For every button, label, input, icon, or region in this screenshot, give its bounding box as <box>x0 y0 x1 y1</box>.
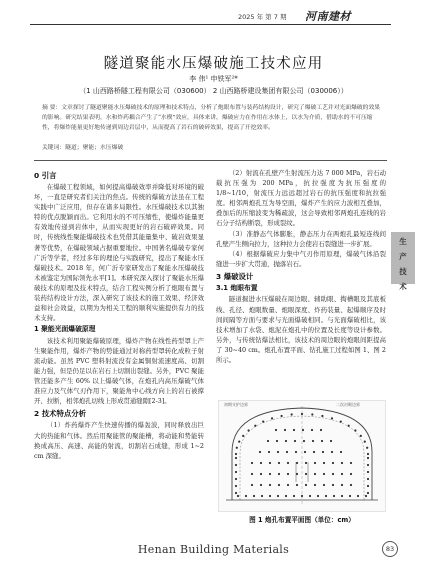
figure-caption: 图 1 炮孔布置平面图（单位：cm） <box>249 516 355 524</box>
blast-hole <box>321 440 323 442</box>
blast-hole <box>271 417 273 419</box>
blast-hole <box>267 440 269 442</box>
blast-hole <box>349 495 351 497</box>
blast-hole <box>245 495 247 497</box>
blast-hole <box>314 473 316 475</box>
blast-hole <box>333 495 335 497</box>
blast-hole <box>367 485 369 487</box>
blast-hole <box>242 435 244 437</box>
section-heading: 0 引言 <box>34 171 57 180</box>
header-rule <box>30 24 391 25</box>
blast-hole <box>332 484 334 486</box>
blast-hole <box>284 429 286 431</box>
blast-hole <box>236 447 238 449</box>
blast-hole <box>309 495 311 497</box>
abstract: 摘 要：文章探讨了隧道聚能水压爆破技术的原理和技术特点，分析了炮眼布置与装药结构设计，研究了爆破工艺并对光面爆破的效果的影响。研究结果表明，水和炸药耦合产生了“水楔”效应，具体来讲，爆破应力在作用在水体上，以水为介质，借助水的不可压缩性，将爆炸能量更好地传递到周边岩层中，从而提高了岩石的破碎效果，提高了开挖效率。 <box>42 105 381 131</box>
page-number: 83 <box>382 541 398 557</box>
blast-hole <box>340 451 342 453</box>
blast-hole <box>322 451 324 453</box>
blast-hole <box>360 435 362 437</box>
blast-hole <box>235 485 237 487</box>
blast-hole <box>317 495 319 497</box>
blast-hole <box>350 484 352 486</box>
blast-hole <box>235 471 237 473</box>
blast-hole <box>235 453 237 455</box>
blast-hole <box>367 492 369 494</box>
blast-hole <box>238 441 240 443</box>
blast-hole <box>278 473 280 475</box>
blast-hole <box>251 462 253 464</box>
blast-hole <box>293 495 295 497</box>
blast-hole <box>286 451 288 453</box>
blast-hole <box>251 484 253 486</box>
blast-hole <box>291 413 293 415</box>
blast-hole <box>331 417 333 419</box>
blast-hole <box>350 473 352 475</box>
blast-hole <box>350 462 352 464</box>
blasthole-layout-figure <box>218 400 386 512</box>
blast-hole <box>260 462 262 464</box>
blast-hole <box>287 484 289 486</box>
blast-hole <box>311 429 313 431</box>
blast-hole <box>331 451 333 453</box>
side-tab-char: 产 <box>399 252 407 261</box>
blast-hole <box>287 473 289 475</box>
blast-hole <box>276 440 278 442</box>
left-column <box>34 168 204 461</box>
blast-hole <box>357 495 359 497</box>
footer-journal-name: Henan Building Materials <box>137 543 290 556</box>
body-paragraph: （4）根据爆破应力集中气刃作用原理，爆破气体沿裂缝进一步扩大贯通，抛落岩石。 <box>216 249 386 268</box>
blast-hole <box>235 464 237 466</box>
blast-hole <box>367 464 369 466</box>
section-heading: 3 爆破设计 <box>216 271 254 281</box>
blast-hole <box>341 495 343 497</box>
blast-hole <box>314 462 316 464</box>
blast-hole <box>305 462 307 464</box>
blasthole-layout-drawing <box>218 400 386 512</box>
blast-hole <box>261 495 263 497</box>
blast-hole <box>295 451 297 453</box>
blast-hole <box>301 495 303 497</box>
body-paragraph: （1）炸药爆炸产生快速传播的爆轰波，同时释放出巨大的热能和气体。然后用聚能管的聚能槽，将动能和势能转换成高压、高速、高能的射流，切割岩石成缝，形成 1~2 cm 深缝。 <box>34 421 204 460</box>
keywords: 关键词：隧道；聚能；水压爆破 <box>42 145 124 151</box>
blast-hole <box>269 473 271 475</box>
body-paragraph: （3）准静态气体膨胀，静态压力在两炮孔最短连线间孔壁产生侧向拉力，这种拉力会使岩石裂缝进一步扩展。 <box>216 229 386 248</box>
blast-hole <box>269 484 271 486</box>
blast-hole <box>281 415 283 417</box>
blast-hole <box>311 413 313 415</box>
article-authors: 李 伟¹ 申铁军²* <box>189 75 238 83</box>
section-heading: 2 技术特点分析 <box>34 409 87 419</box>
blast-hole <box>330 440 332 442</box>
blast-hole <box>367 457 369 459</box>
blast-hole <box>341 484 343 486</box>
blast-hole <box>332 462 334 464</box>
left-note-label: 初期支护边界 <box>224 402 248 407</box>
blast-hole <box>325 495 327 497</box>
blast-hole <box>367 471 369 473</box>
blast-hole <box>278 462 280 464</box>
blast-hole <box>364 441 366 443</box>
blast-hole <box>323 484 325 486</box>
side-tab-char: 术 <box>399 282 407 291</box>
blast-hole <box>269 462 271 464</box>
blast-hole <box>237 495 239 497</box>
blast-hole <box>314 484 316 486</box>
blast-hole <box>262 421 264 423</box>
blast-hole <box>305 473 307 475</box>
blast-hole <box>235 457 237 459</box>
blast-hole <box>354 429 356 431</box>
blast-hole <box>278 484 280 486</box>
section-side-tab <box>391 232 415 291</box>
blast-hole <box>269 495 271 497</box>
issue-number: 2025 年 第 7 期 <box>238 13 287 21</box>
blast-hole <box>287 462 289 464</box>
blast-hole <box>296 484 298 486</box>
blast-hole <box>313 451 315 453</box>
side-tab-char: 技 <box>399 267 407 276</box>
blast-hole <box>235 478 237 480</box>
body-paragraph: （2）射流在孔壁产生射流压力达 7 000 MPa，岩石动载抗压强为 200 MPa，抗拉强度为抗压强度的 1/8~1/10，射流压力远远超过岩石的抗压强度和抗拉强度。相邻两炮孔互为导空面，爆炸产生的应力波相互叠加，叠加后的压缩波变为稀疏波，这会导致相邻两炮孔连线的岩石分子结构断裂，形成裂纹。 <box>216 169 386 228</box>
blast-hole <box>248 429 250 431</box>
right-column <box>216 168 386 365</box>
section-divider <box>34 160 387 161</box>
blast-hole <box>275 429 277 431</box>
blast-hole <box>367 453 369 455</box>
blast-hole <box>340 421 342 423</box>
blast-hole <box>320 429 322 431</box>
blast-hole <box>312 440 314 442</box>
section-heading: 3.1 炮眼布置 <box>216 283 258 292</box>
blast-hole <box>341 473 343 475</box>
blast-hole <box>348 425 350 427</box>
blast-hole <box>293 429 295 431</box>
article-title: 隧道聚能水压爆破施工技术应用 <box>103 56 324 72</box>
blast-hole <box>323 473 325 475</box>
blast-hole <box>304 451 306 453</box>
blast-hole <box>365 495 367 497</box>
section-heading: 1 聚能光面爆破原理 <box>34 325 96 334</box>
blast-hole <box>341 462 343 464</box>
blast-hole <box>285 440 287 442</box>
blast-hole <box>251 473 253 475</box>
body-paragraph: 在爆破工程领域，如何提高爆破效率并降低对环境的破坏，一直是研究者们关注的焦点。传统的爆破方法虽在工程实践中广泛应用，但存在诸多局限性。水压爆破技术以其独特的优点脱颖而出。它利用水的不可压缩性，使爆炸能量更有效地传递到岩体中，从而实现更好的岩石破碎效果。同时，传统线性聚能爆破技术也凭借其能量集中、破岩效果显著等优势，在爆破领域占据重要地位。中国著名爆破专家何广沂等学者，经过多年的理论与实践研究，提出了聚能水压爆破技术。2018 年，何广沂专家研发出了聚能水压爆破技术被鉴定为国际领先水平[1]。本研究深入探讨了聚能水压爆破技术的原理及技术特点，结合工程实例分析了炮眼布置与装药结构设计方法，深入研究了该技术的施工效果、经济效益和社会效益，以期为为相关工程的顺利实施提供有力的技术支持。 <box>34 183 204 323</box>
blast-hole <box>294 440 296 442</box>
blast-hole <box>253 495 255 497</box>
side-tab-char: 生 <box>399 237 407 246</box>
blast-hole <box>277 495 279 497</box>
blast-hole <box>268 451 270 453</box>
blast-hole <box>259 451 261 453</box>
blast-hole <box>260 473 262 475</box>
blast-hole <box>285 495 287 497</box>
blast-hole <box>301 413 303 415</box>
right-note-label: 二次衬砌边界 <box>336 402 360 407</box>
blast-hole <box>366 447 368 449</box>
blast-hole <box>277 451 279 453</box>
blast-hole <box>302 429 304 431</box>
article-affiliations: （1 山西路桥隧工程有限公司（030600） 2 山西路桥建设集团有限公司（030006）） <box>79 87 348 95</box>
blast-hole <box>323 462 325 464</box>
blast-hole <box>235 492 237 494</box>
blast-hole <box>332 473 334 475</box>
blast-hole <box>305 484 307 486</box>
body-paragraph: 该技术利用聚能爆破原理，爆炸产物在线性药型罩上产生聚能作用，爆炸产物的势能通过对称药型罩转化成粒子射流动能。虽然 PVC 塑料射流没有金属铜射流速度高、切割能力强，但是仍足以在岩石上切割出裂缝。另外，PVC 聚能管还能多产生 60% 以上爆破气体，在炮孔内高压爆破气体准应力及气体气刃作用下，聚能角中心线方向上的岩石被撑开、拉断，相邻炮孔切线上形成贯通缝隙[2-3]。 <box>34 336 204 406</box>
blast-hole <box>321 415 323 417</box>
blast-hole <box>367 478 369 480</box>
blast-hole <box>260 484 262 486</box>
blast-hole <box>254 425 256 427</box>
blast-hole <box>303 440 305 442</box>
journal-name: 河南建材 <box>305 10 351 23</box>
body-paragraph: 隧道掘进水压爆破在周边眼、辅助眼、掏槽眼及其底板线、孔径、炮眼数量、炮眼深度、炸药装量、起爆顺序及时间间隔等方面与要求与光面爆破相同。与光面爆破相比，该技术增加了水袋、炮泥在炮孔中的位置及长度等设计参数。另外，与传统钻爆法相比，该技术的周边眼的炮眼间距提高了 30~40 cm。炮孔布置平面、钻孔施工过程如图 1、图 2 所示。 <box>216 295 386 364</box>
